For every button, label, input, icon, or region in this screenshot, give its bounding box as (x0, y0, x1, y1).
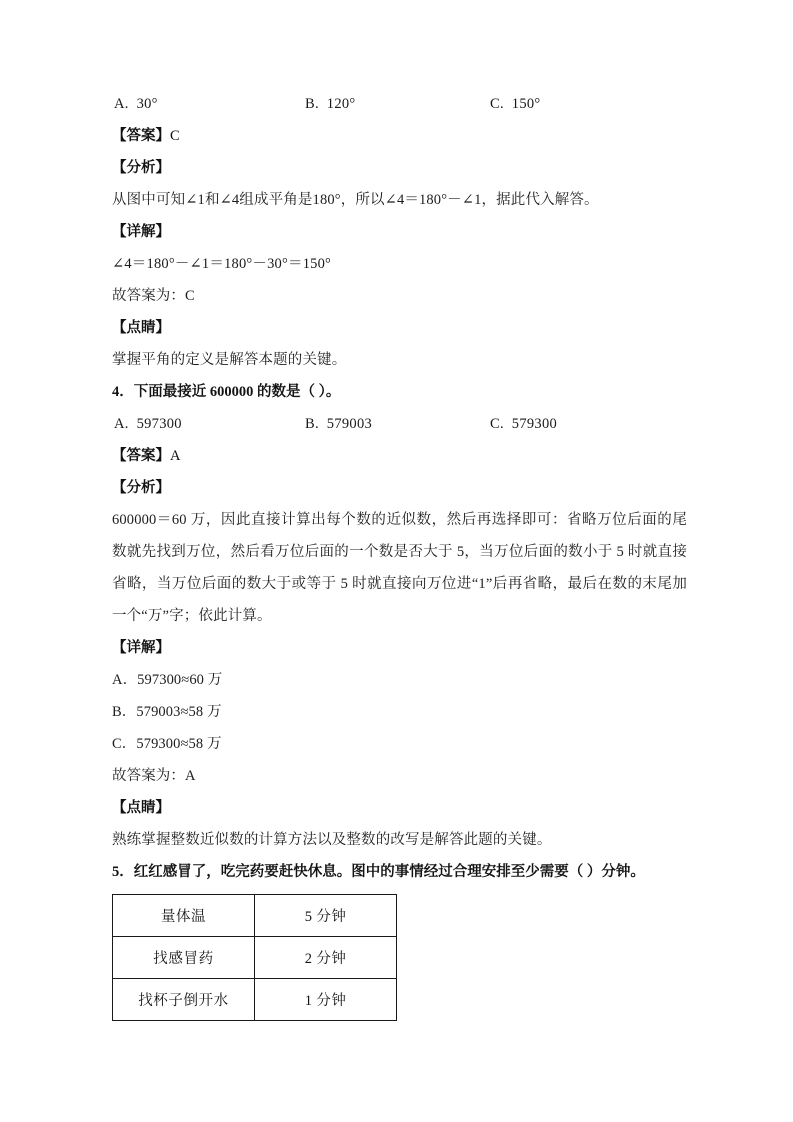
table-row (113, 937, 397, 979)
q3-conclusion: 故答案为：C (112, 288, 195, 304)
q5-task-1: 量体温 (113, 895, 255, 937)
q5-schedule-table (112, 894, 397, 1021)
table-row (113, 979, 397, 1021)
q4-answer-value: A (170, 448, 181, 464)
q4-heading: 4．下面最接近 600000 的数是（ ）。 (112, 384, 341, 400)
q3-option-a-text: 30° (136, 96, 158, 112)
q5-heading: 5．红红感冒了，吃完药要赶快休息。图中的事情经过合理安排至少需要（ ）分钟。 (112, 864, 645, 880)
q3-option-a (114, 88, 158, 120)
q4-options-row (112, 408, 687, 440)
q4-option-b (305, 408, 372, 440)
q4-detail-line-a: A．597300≈60 万 (112, 672, 223, 688)
q4-analysis-text: 600000＝60 万，因此直接计算出每个数的近似数，然后再选择即可：省略万位后面的尾数就先找到万位，然后看万位后面的一个数是否大于 5，当万位后面的数小于 5 时就直接省略，当万位后面的数大于或等于 5 时就直接向万位进“1”后再省略，最后在数的末尾加一个“万”字；依此计算。 (112, 512, 687, 624)
q5-duration-3: 1 分钟 (255, 979, 397, 1021)
q4-highlight-label: 【点睛】 (112, 800, 170, 816)
q3-highlight-label: 【点睛】 (112, 320, 170, 336)
q3-highlight-text: 掌握平角的定义是解答本题的关键。 (112, 352, 347, 368)
q5-table-wrap (112, 894, 687, 1021)
q3-analysis-text: 从图中可知∠1和∠4组成平角是180°，所以∠4＝180°－∠1，据此代入解答。 (112, 192, 599, 208)
q4-option-a-text: 597300 (136, 416, 182, 432)
q3-option-c (490, 88, 541, 120)
q4-option-b-key: B. (305, 416, 319, 432)
q3-option-b-key: B. (305, 96, 319, 112)
q3-option-b (305, 88, 356, 120)
q4-conclusion: 故答案为：A (112, 768, 196, 784)
q4-detail-line-b: B．579003≈58 万 (112, 704, 222, 720)
q3-option-c-key: C. (490, 96, 504, 112)
q5-duration-1: 5 分钟 (255, 895, 397, 937)
q3-options-row (112, 88, 687, 120)
q3-detail-label: 【详解】 (112, 224, 170, 240)
q5-task-3: 找杯子倒开水 (113, 979, 255, 1021)
q4-highlight-text: 熟练掌握整数近似数的计算方法以及整数的改写是解答此题的关键。 (112, 832, 552, 848)
q3-analysis-label: 【分析】 (112, 160, 170, 176)
q4-option-b-text: 579003 (326, 416, 373, 432)
q3-option-c-text: 150° (511, 96, 541, 112)
q3-answer-label: 【答案】 (112, 128, 170, 144)
q4-option-a-key: A. (114, 416, 129, 432)
q4-option-c (490, 408, 557, 440)
q3-answer-value: C (170, 128, 180, 144)
q4-analysis-label: 【分析】 (112, 480, 170, 496)
table-row (113, 895, 397, 937)
q4-option-c-key: C. (490, 416, 504, 432)
page-content (112, 88, 687, 1021)
q4-detail-line-c: C．579300≈58 万 (112, 736, 222, 752)
q4-option-a (114, 408, 182, 440)
q5-task-2: 找感冒药 (113, 937, 255, 979)
q4-detail-label: 【详解】 (112, 640, 170, 656)
q3-option-a-key: A. (114, 96, 129, 112)
q5-duration-2: 2 分钟 (255, 937, 397, 979)
q4-option-c-text: 579300 (511, 416, 558, 432)
q3-option-b-text: 120° (326, 96, 356, 112)
q4-answer-label: 【答案】 (112, 448, 170, 464)
q3-detail-formula: ∠4＝180°－∠1＝180°－30°＝150° (112, 256, 332, 272)
q4-answer-line (112, 440, 687, 472)
q3-answer-line (112, 120, 687, 152)
